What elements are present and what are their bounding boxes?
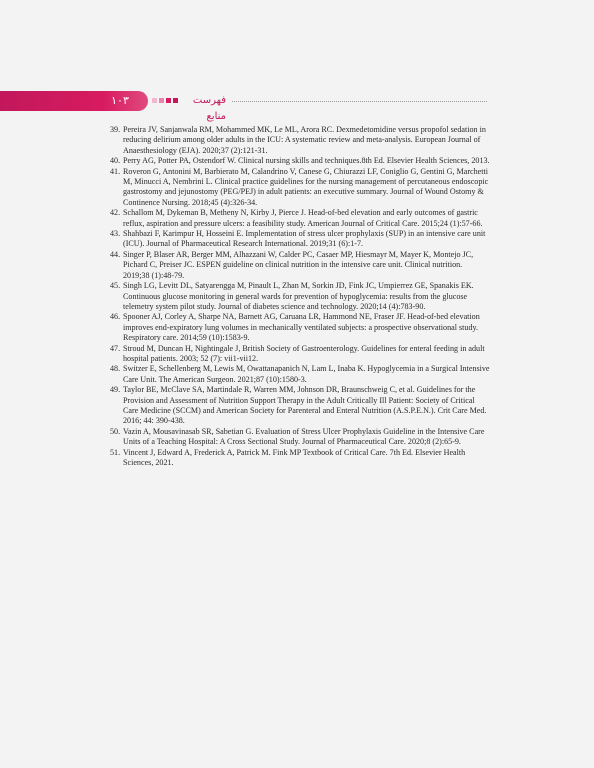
reference-number: 43. xyxy=(110,229,121,239)
reference-item xyxy=(110,364,490,385)
reference-text: Spooner AJ, Corley A, Sharpe NA, Barnett AG, Caruana LR, Hammond NE, Fraser JF. Head-of-bed elevation improves end-expiratory lung volumes in mechanically ventilated subjects: a prospective observational study. Respiratory care. 2014;59 (10):1583-9. xyxy=(123,312,480,343)
reference-item xyxy=(110,344,490,365)
reference-text: Switzer E, Schellenberg M, Lewis M, Owattanapanich N, Lam L, Inaba K. Hypoglycemia in a Surgical Intensive Care Unit. The American Surgeon. 2021;87 (10):1580-3. xyxy=(123,364,490,384)
square-icon xyxy=(166,98,171,103)
reference-text: Taylor BE, McClave SA, Martindale R, Warren MM, Johnson DR, Braunschweig C, et al. Guidelines for the Provision and Assessment of Nutrition Support Therapy in the Adult Critically Ill Patient: Society of Critical Care Medicine (SCCM) and American Society for Parenteral and Enteral Nutrition (A.S.P.E.N.). Crit Care Med. 2016; 44: 390-438. xyxy=(123,385,487,426)
reference-list xyxy=(110,125,490,468)
reference-item xyxy=(110,385,490,427)
reference-number: 47. xyxy=(110,343,121,353)
reference-item xyxy=(110,125,490,156)
reference-item xyxy=(110,156,490,166)
reference-text: Perry AG, Potter PA, Ostendorf W. Clinical nursing skills and techniques.8th Ed. Elsevier Health Sciences, 2013. xyxy=(123,156,490,166)
reference-number: 44. xyxy=(110,249,121,259)
reference-text: Vazin A, Mousavinasab SR, Sabetian G. Evaluation of Stress Ulcer Prophylaxis Guideline in the Intensive Care Units of a Teaching Hospital: A Cross Sectional Study. Journal of Pharmaceutical Care. 2020;8 (2):65-9. xyxy=(123,426,485,447)
reference-item xyxy=(110,448,490,469)
reference-number: 50. xyxy=(110,426,121,436)
reference-item xyxy=(110,281,490,312)
reference-item xyxy=(110,208,490,229)
reference-text: Schallom M, Dykeman B, Metheny N, Kirby J, Pierce J. Head-of-bed elevation and early outcomes of gastric reflux, aspiration and pressure ulcers: a feasibility study. American Journal of Critical Care. 2015;24 (1):57-66. xyxy=(123,208,483,228)
reference-number: 49. xyxy=(110,385,121,395)
reference-number: 45. xyxy=(110,281,121,291)
reference-item xyxy=(110,229,490,250)
page-number: ۱۰۳ xyxy=(111,94,129,107)
reference-number: 42. xyxy=(110,208,121,218)
reference-item xyxy=(110,250,490,281)
reference-text: Singer P, Blaser AR, Berger MM, Alhazzani W, Calder PC, Casaer MP, Hiesmayr M, Mayer K, Montejo JC, Pichard C, Preiser JC. ESPEN guideline on clinical nutrition in the intensive care unit. Clinical nutrition. 2019;38 (1):48-79. xyxy=(123,249,474,280)
reference-text: Pereira JV, Sanjanwala RM, Mohammed MK, Le ML, Arora RC. Dexmedetomidine versus propofol sedation in reducing delirium among older adults in the ICU: A systematic review and meta-analysis. European Journal of Anaesthesiology (EJA). 2020;37 (2):121-31. xyxy=(123,125,486,155)
square-icon xyxy=(152,98,157,103)
section-title: فهرست منابع xyxy=(192,95,226,122)
reference-item xyxy=(110,312,490,343)
decorative-squares xyxy=(152,98,178,103)
reference-item xyxy=(110,427,490,448)
reference-number: 40. xyxy=(110,156,121,166)
reference-number: 39. xyxy=(110,125,121,134)
reference-number: 51. xyxy=(110,447,121,457)
reference-number: 48. xyxy=(110,364,121,374)
reference-text: Roveron G, Antonini M, Barbierato M, Calandrino V, Canese G, Chiurazzi LF, Coniglio G, Gentini G, Marchetti M, Minucci A, Nembrini L. Clinical practice guidelines for the nursing management of percutaneous endoscopic gastrostomy and jejunostomy (PEG/PEJ) in adult patients: an executive summary. Journal of Wound Ostomy & Continence Nursing. 2018;45 (4):326-34. xyxy=(123,166,489,207)
page-header xyxy=(0,91,594,122)
reference-number: 46. xyxy=(110,312,121,322)
reference-text: Vincent J, Edward A, Frederick A, Patrick M. Fink MP Textbook of Critical Care. 7th Ed. Elsevier Health Sciences, 2021. xyxy=(123,447,466,467)
page-number-tab xyxy=(0,91,148,111)
reference-text: Singh LG, Levitt DL, Satyarengga M, Pinault L, Zhan M, Sorkin JD, Fink JC, Umpierrez GE, Spanakis EK. Continuous glucose monitoring in general wards for prevention of hypoglycemia: results from the glucose telemetry system pilot study. Journal of diabetes science and technology. 2020;14 (4):783-90. xyxy=(123,281,474,311)
reference-number: 41. xyxy=(110,166,121,176)
reference-item xyxy=(110,167,490,209)
reference-text: Shahbazi F, Karimpur H, Hosseini E. Implementation of stress ulcer prophylaxis (SUP) in an intensive care unit (ICU). Journal of Pharmaceutical Research International. 2019;31 (6):1-7. xyxy=(123,229,486,249)
reference-text: Stroud M, Duncan H, Nightingale J, British Society of Gastroenterology. Guidelines for enteral feeding in adult hospital patients. 2003; 52 (7): vii1-vii12. xyxy=(123,343,485,363)
square-icon xyxy=(159,98,164,103)
header-divider xyxy=(232,101,487,102)
